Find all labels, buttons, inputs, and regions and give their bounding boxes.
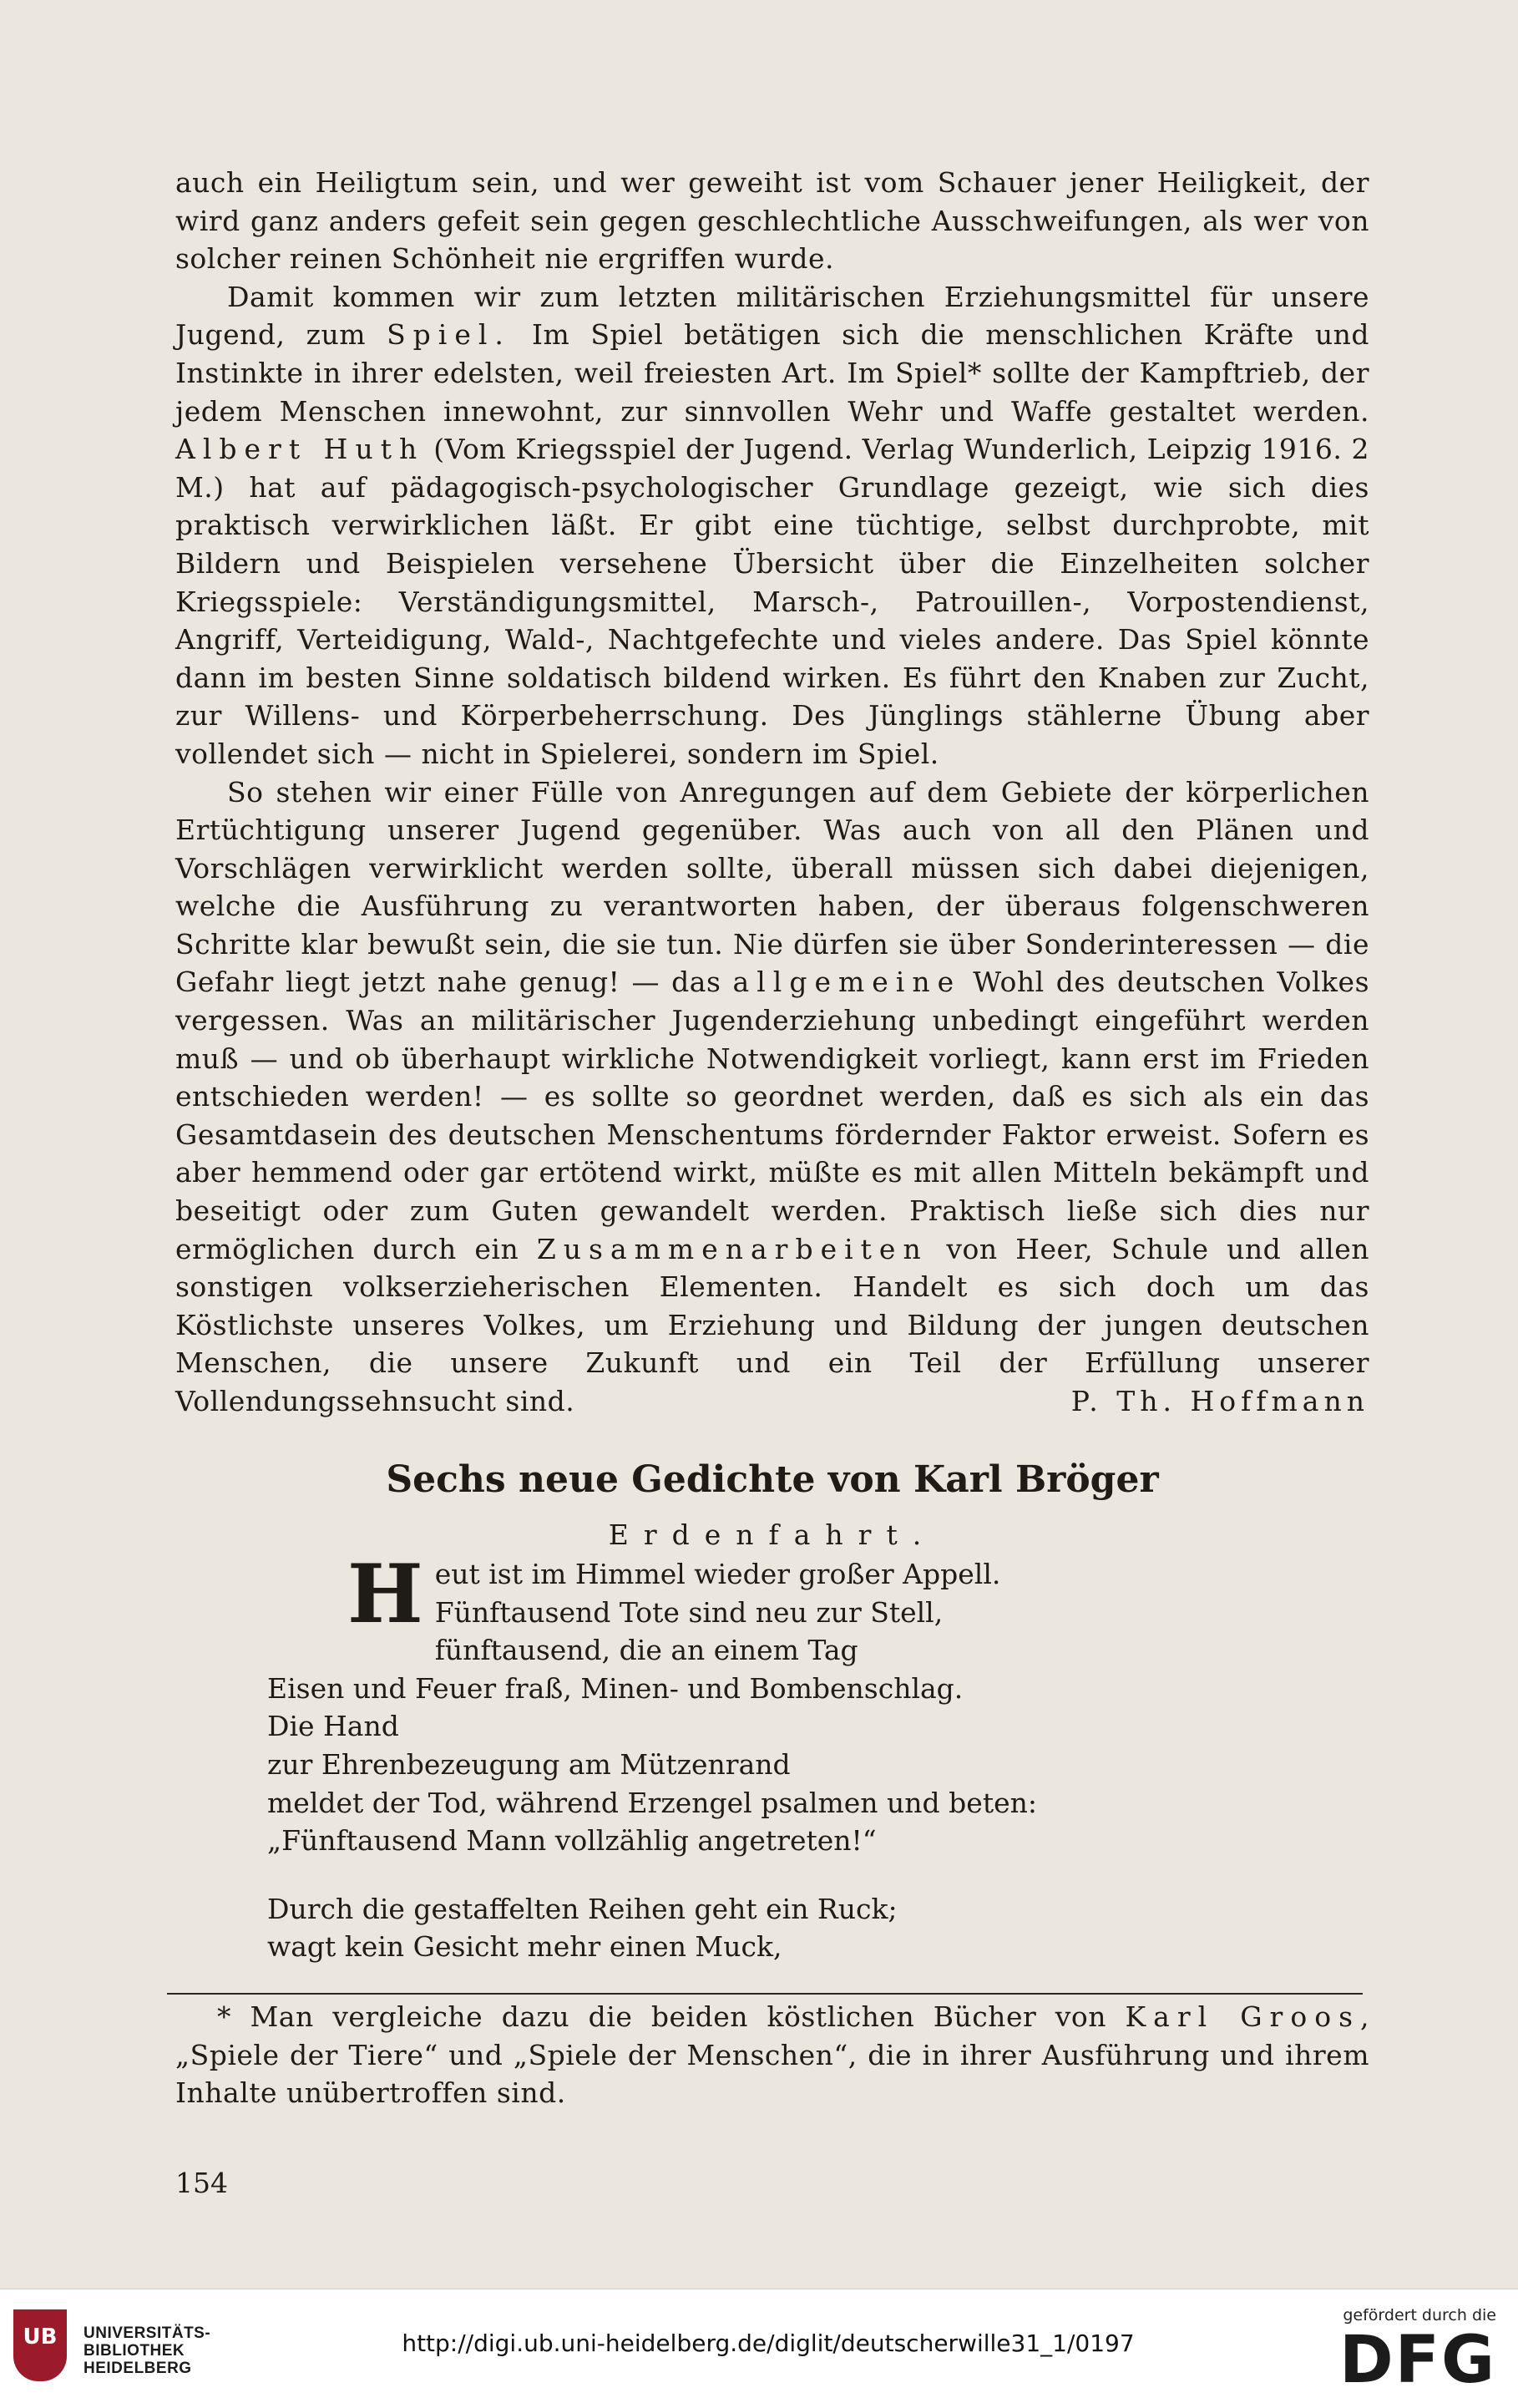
document-url-link[interactable]: http://digi.ub.uni-heidelberg.de/diglit/deutscherwille31_1/0197 xyxy=(402,2329,1135,2357)
poem-line: fünftausend, die an einem Tag xyxy=(434,1634,858,1667)
poem-line: Fünftausend Tote sind neu zur Stell, xyxy=(434,1595,944,1629)
poem-body xyxy=(267,1547,1311,1966)
footnote-author: Karl Groos xyxy=(1125,2000,1361,2033)
viewer-footer xyxy=(0,2289,1518,2408)
signature: P. Th. Hoffmann xyxy=(1070,1385,1369,1417)
footnote-part-b: , „Spiele der Tiere“ und „Spiele der Menschen“, die in ihrer Ausführung und ihrem Inhalte unübertroffen sind. xyxy=(175,2000,1370,2110)
university-library-logo-icon: UB xyxy=(13,2309,67,2381)
poem-section-heading: Sechs neue Gedichte von Karl Bröger xyxy=(386,1458,1159,1501)
poem-stanza-2 xyxy=(267,1890,1311,1966)
zusammenarbeiten-emphasis: Zusammenarbeiten xyxy=(536,1232,929,1265)
poem-stanza-1 xyxy=(267,1547,1311,1860)
paragraph-3-part-c: von Heer, Schule und allen sonstigen volkserzieherischen Elementen. Handelt es sich doch um das Köstlichste unseres Volkes, um Erziehung und Bildung der jungen deutschen Menschen, die unsere Zukunft und ein Teil der Erfüllung unserer Vollendungssehnsucht sind. xyxy=(175,1232,1369,1417)
poem-line: Eisen und Feuer fraß, Minen- und Bombenschlag. xyxy=(267,1671,964,1705)
spiel-emphasis: Spiel. xyxy=(387,318,511,352)
paragraph-2-part-a: Damit kommen wir zum letzten militärischen Erziehungsmittel für unsere Jugend, zum xyxy=(175,280,1369,352)
allgemeine-emphasis: allgemeine xyxy=(732,966,962,999)
paragraph-2-part-b: Im Spiel betätigen sich die menschlichen Kräfte und Instinkte in ihrer edelsten, weil freiesten Art. Im Spiel* sollte der Kampftrieb, der jedem Menschen innewohnt, zur sinnvollen Wehr und Waffe gestaltet werden. xyxy=(175,318,1369,428)
paragraph-3-part-a: So stehen wir einer Fülle von Anregungen auf dem Gebiete der körperlichen Ertüchtigung unserer Jugend gegenüber. Was auch von all den Plänen und Vorschlägen verwirklicht werden sollte, überall müssen sich dabei diejenigen, welche die Ausführung zu verantworten haben, der überaus folgenschweren Schritte klar bewußt sein, die sie tun. Nie dürfen sie über Sonderinteressen — die Gefahr liegt jetzt nahe genug! — das xyxy=(175,775,1369,999)
footnote-divider xyxy=(167,1993,1363,1995)
poem-title: Erdenfahrt. xyxy=(608,1518,937,1551)
paragraph-2-part-c: (Vom Kriegsspiel der Jugend. Verlag Wunderlich, Leipzig 1916. 2 M.) hat auf pädagogisch-psychologischer Grundlage gezeigt, wie sich dies praktisch verwirklichen läßt. Er gibt eine tüchtige, selbst durchprobte, mit Bildern und Beispielen versehene Übersicht über die Einzelheiten solcher Kriegsspiele: Verständigungsmittel, Marsch-, Patrouillen-, Vorpostendienst, Angriff, Verteidigung, Wald-, Nachtgefechte und vieles andere. Das Spiel könnte dann im besten Sinne soldatisch bildend wirken. Es führt den Knaben zur Zucht, zur Willens- und Körperbeherrschung. Des Jünglings stählerne Übung aber vollendet sich — nicht in Spielerei, sondern im Spiel. xyxy=(175,433,1369,770)
poem-line: „Fünftausend Mann vollzählig angetreten!“ xyxy=(267,1824,877,1858)
page-number: 154 xyxy=(175,2167,228,2199)
footnote-part-a: * Man vergleiche dazu die beiden köstlichen Bücher von xyxy=(217,2000,1126,2033)
poem-line: Die Hand xyxy=(267,1710,399,1743)
poem-line: eut ist im Himmel wieder großer Appell. xyxy=(434,1558,1001,1590)
poem-line: meldet der Tod, während Erzengel psalmen und beten: xyxy=(267,1786,1037,1819)
dfg-logo-icon: DFG xyxy=(1338,2323,1496,2398)
paragraph-3 xyxy=(175,773,1369,1421)
poem-line: Durch die gestaffelten Reihen geht ein Ruck; xyxy=(267,1892,898,1925)
drop-cap: H xyxy=(347,1547,423,1641)
library-name: UNIVERSITÄTS- BIBLIOTHEK HEIDELBERG xyxy=(83,2324,211,2377)
paragraph-3-part-b: Wohl des deutschen Volkes vergessen. Was an militärischer Jugenderziehung unbedingt eingeführt werden muß — und ob überhaupt wirkliche Notwendigkeit vorliegt, kann erst im Frieden entschieden werden! — es sollte so geordnet werden, daß es sich als ein das Gesamtdasein des deutschen Menschentums fördernder Faktor erweist. Sofern es aber hemmend oder gar ertötend wirkt, müßte es mit allen Mitteln bekämpft und beseitigt oder zum Guten gewandelt werden. Praktisch ließe sich dies nur ermöglichen durch ein xyxy=(175,966,1370,1265)
article-body xyxy=(175,164,1369,1421)
poem-line: wagt kein Gesicht mehr einen Muck, xyxy=(267,1930,782,1964)
footnote xyxy=(175,1998,1369,2112)
poem-line: zur Ehrenbezeugung am Mützenrand xyxy=(267,1747,791,1781)
author-albert-huth: Albert Huth xyxy=(175,433,425,466)
paragraph-1: auch ein Heiligtum sein, und wer geweiht ist vom Schauer jener Heiligkeit, der wird ganz anders gefeit sein gegen geschlechtliche Ausschweifungen, als wer von solcher reinen Schönheit nie ergriffen wurde. xyxy=(175,166,1369,276)
funded-by-label: gefördert durch die xyxy=(1343,2306,1496,2324)
paragraph-2 xyxy=(175,278,1369,773)
